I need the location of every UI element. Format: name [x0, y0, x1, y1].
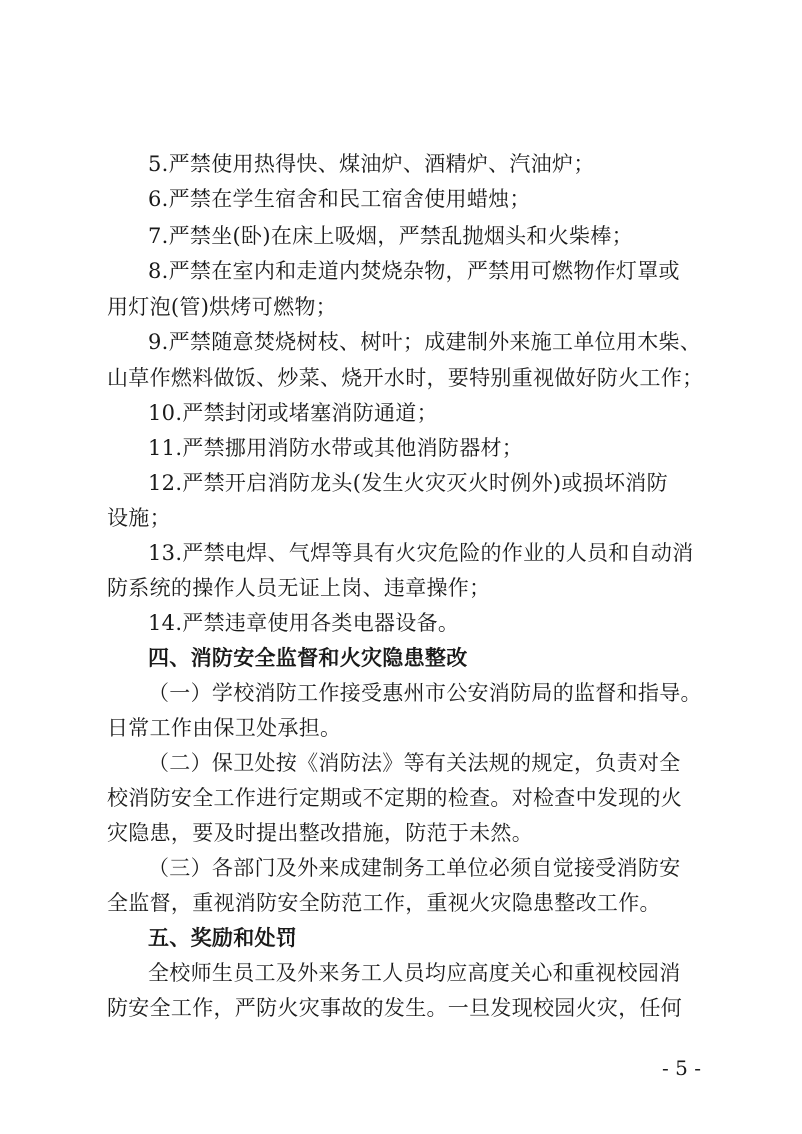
section-5-para-line-2: 防安全工作，严防火灾事故的发生。一旦发现校园火灾，任何: [107, 996, 683, 1020]
section-5-heading: 五、奖励和处罚: [148, 925, 298, 950]
rule-10: 10.严禁封闭或堵塞消防通道；: [148, 401, 438, 425]
section-4-para-1-line-1: （一）学校消防工作接受惠州市公安消防局的监督和指导。: [148, 681, 702, 705]
rule-6: 6.严禁在学生宿舍和民工宿舍使用蜡烛；: [148, 187, 531, 211]
section-4-para-3-line-1: （三）各部门及外来成建制务工单位必须自觉接受消防安: [148, 856, 681, 880]
rule-11: 11.严禁挪用消防水带或其他消防器材；: [148, 436, 524, 460]
section-4-para-3-line-2: 全监督，重视消防安全防范工作，重视火灾隐患整改工作。: [107, 891, 661, 915]
rule-5: 5.严禁使用热得快、煤油炉、酒精炉、汽油炉；: [148, 152, 595, 176]
rule-9-line-1: 9.严禁随意焚烧树枝、树叶；成建制外来施工单位用木柴、: [148, 330, 702, 354]
section-4-para-2-line-3: 灾隐患，要及时提出整改措施，防范于未然。: [107, 821, 533, 845]
section-4-para-1-line-2: 日常工作由保卫处承担。: [107, 716, 342, 740]
section-4-para-2-line-1: （二）保卫处按《消防法》等有关法规的规定，负责对全: [148, 751, 681, 775]
section-5-para-line-1: 全校师生员工及外来务工人员均应高度关心和重视校园消: [148, 961, 681, 985]
rule-8-line-2: 用灯泡(管)烘烤可燃物；: [107, 295, 337, 319]
rule-12-line-2: 设施；: [107, 506, 171, 530]
rule-13-line-2: 防系统的操作人员无证上岗、违章操作；: [107, 576, 491, 600]
page-number: - 5 -: [662, 1056, 701, 1080]
rule-12-line-1: 12.严禁开启消防龙头(发生火灾灭火时例外)或损坏消防: [148, 471, 668, 495]
rule-8-line-1: 8.严禁在室内和走道内焚烧杂物，严禁用可燃物作灯罩或: [148, 259, 680, 283]
rule-13-line-1: 13.严禁电焊、气焊等具有火灾危险的作业的人员和自动消: [148, 541, 694, 565]
rule-7: 7.严禁坐(卧)在床上吸烟，严禁乱抛烟头和火柴棒；: [148, 224, 633, 248]
rule-14: 14.严禁违章使用各类电器设备。: [148, 611, 460, 635]
section-4-heading: 四、消防安全监督和火灾隐患整改: [148, 645, 468, 670]
rule-9-line-2: 山草作燃料做饭、炒菜、烧开水时，要特别重视做好防火工作；: [107, 366, 704, 390]
section-4-para-2-line-2: 校消防安全工作进行定期或不定期的检查。对检查中发现的火: [107, 786, 683, 810]
